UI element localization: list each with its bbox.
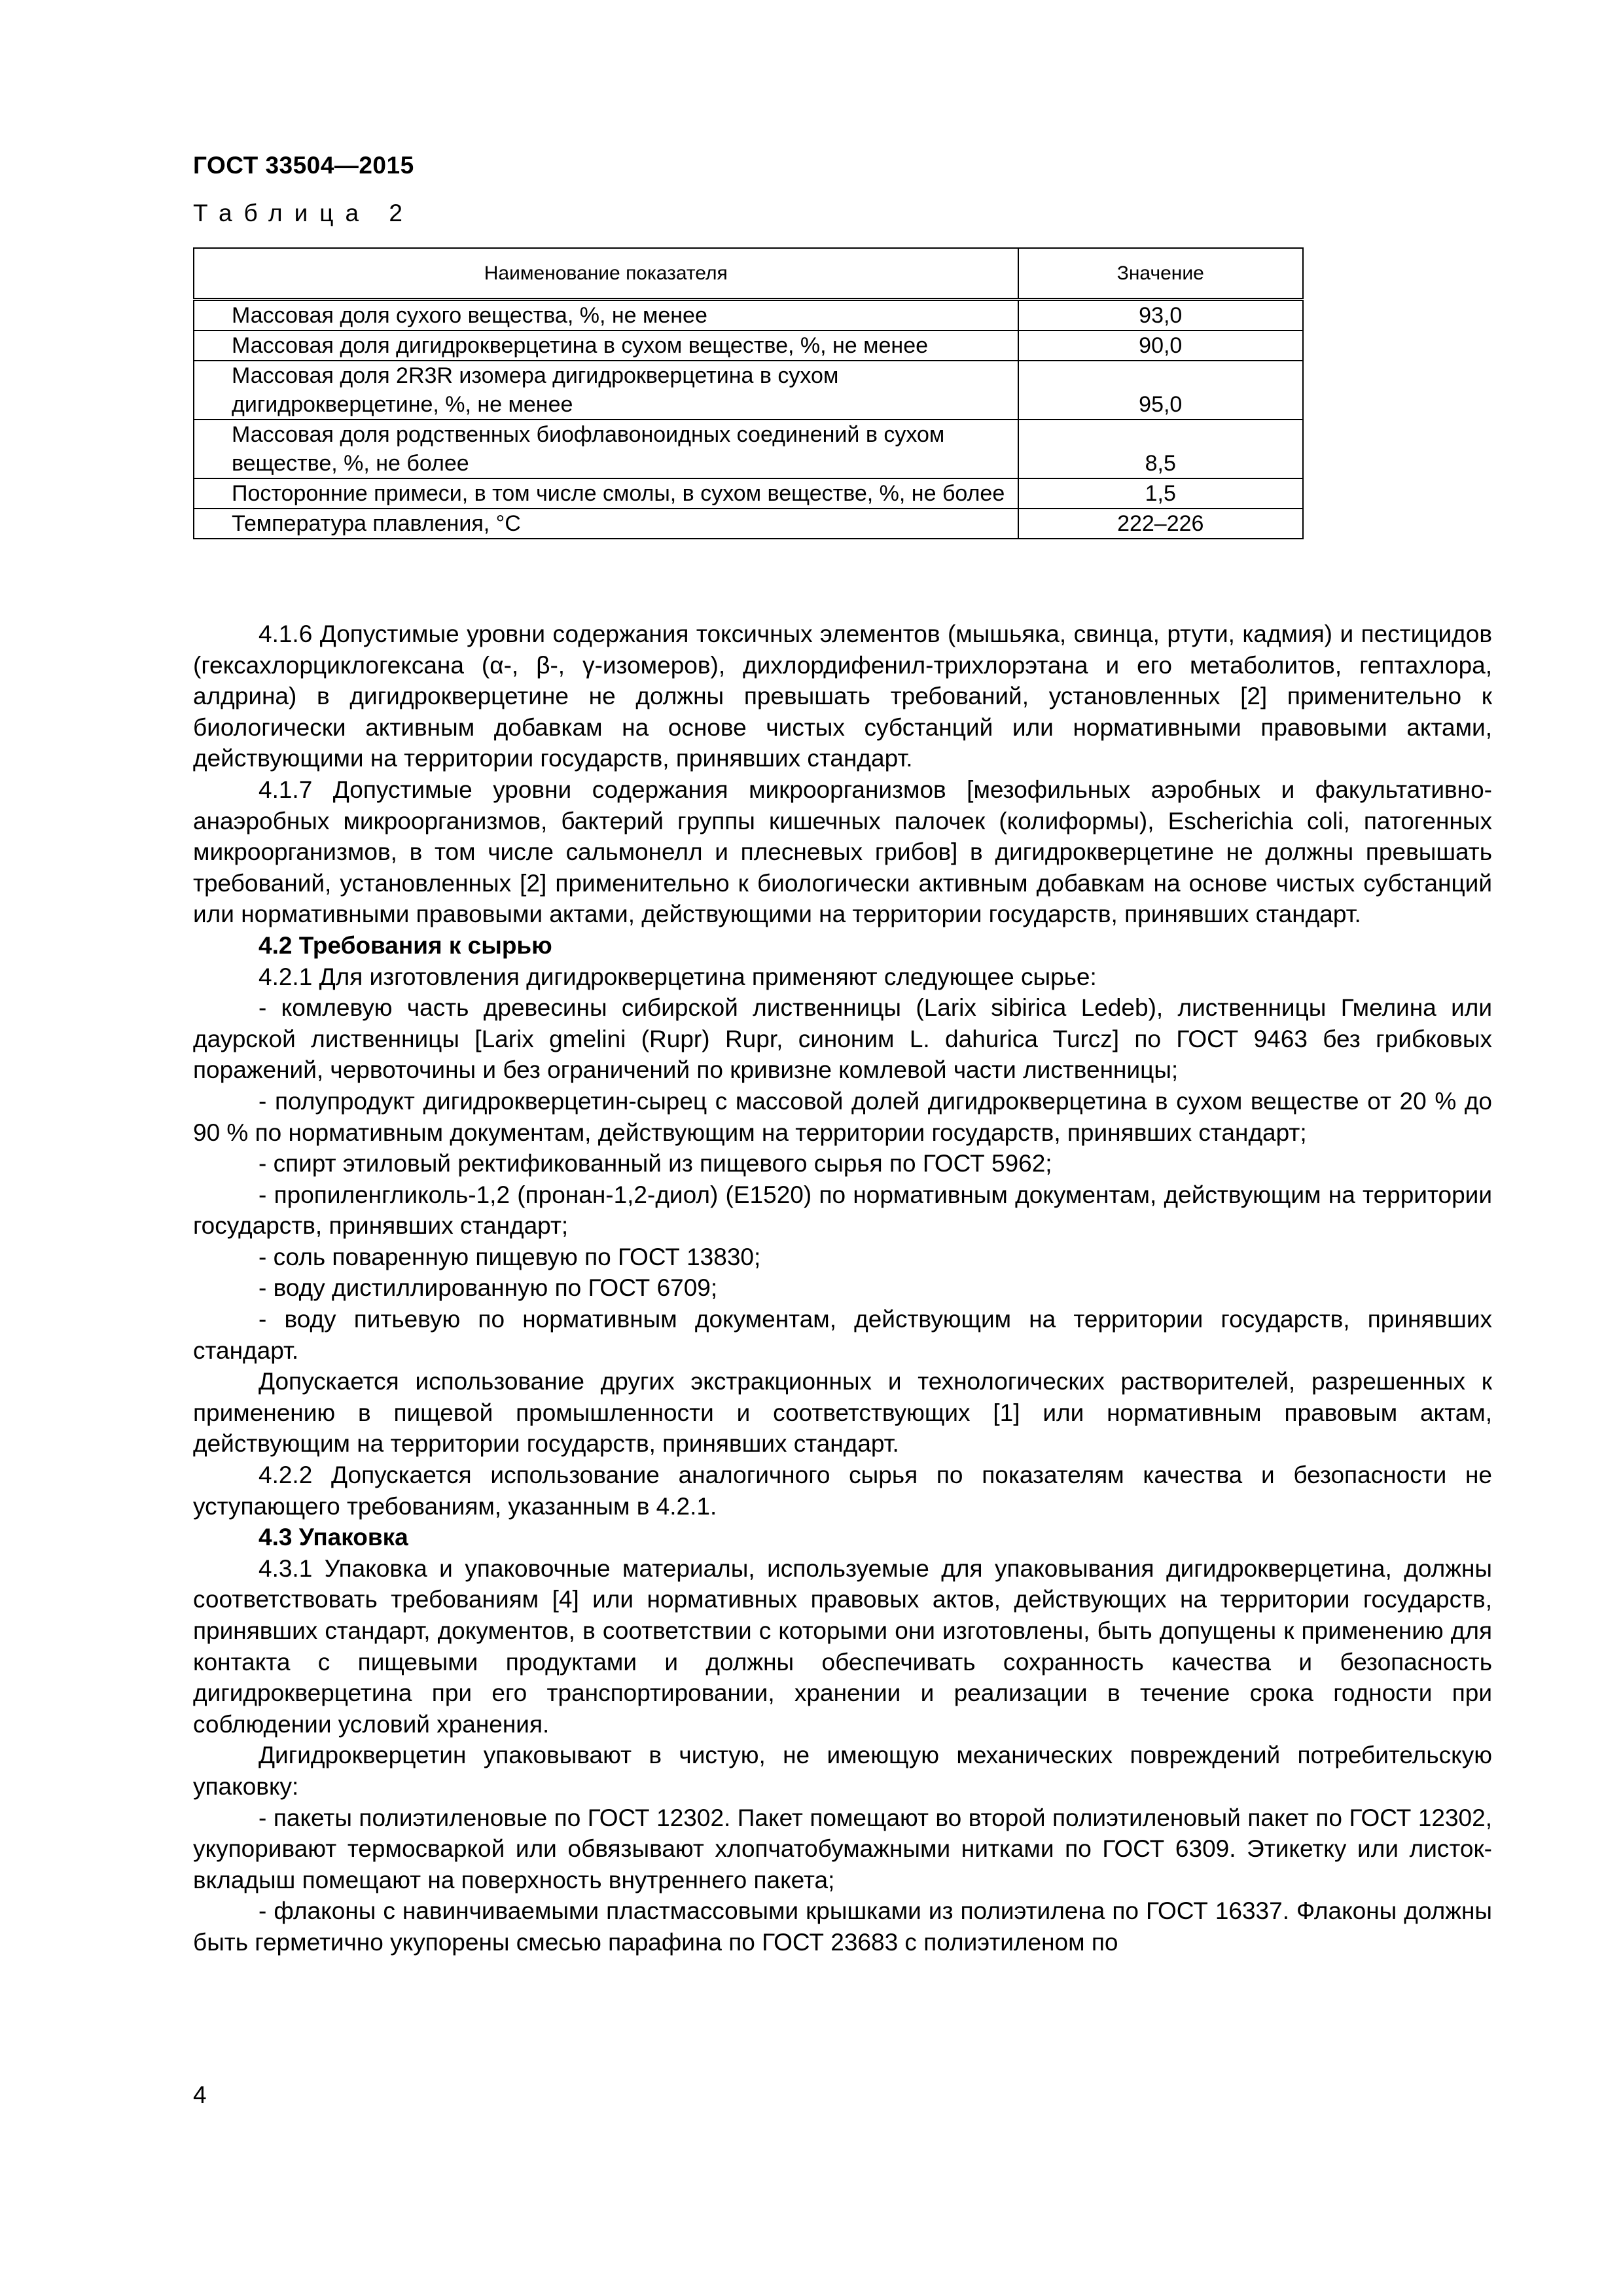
indicator-name: Массовая доля сухого вещества, %, не менее bbox=[194, 300, 1018, 331]
list-item: - пропиленгликоль-1,2 (пронан-1,2-диол) (Е1520) по нормативным документам, действующим на территории государств, принявших стандарт; bbox=[193, 1181, 1492, 1240]
column-header-value: Значение bbox=[1018, 248, 1303, 300]
table-row bbox=[194, 300, 1303, 331]
indicator-value: 95,0 bbox=[1018, 361, 1303, 420]
section-heading-4-3: 4.3 Упаковка bbox=[259, 1524, 408, 1551]
table-header-row bbox=[194, 248, 1303, 300]
table-row bbox=[194, 420, 1303, 478]
list-item: - флаконы с навинчиваемыми пластмассовыми крышками из полиэтилена по ГОСТ 16337. Флаконы должны быть герметично укупорены смесью парафина по ГОСТ 23683 с полиэтиленом по bbox=[193, 1897, 1492, 1956]
indicator-name: Посторонние примеси, в том числе смолы, в сухом веществе, %, не более bbox=[194, 478, 1018, 509]
indicator-name: Массовая доля родственных биофлавоноидных соединений в сухом веществе, %, не более bbox=[194, 420, 1018, 478]
list-item: - спирт этиловый ректификованный из пищевого сырья по ГОСТ 5962; bbox=[259, 1150, 1052, 1177]
indicator-value: 222–226 bbox=[1018, 509, 1303, 539]
indicator-value: 1,5 bbox=[1018, 478, 1303, 509]
table-row bbox=[194, 361, 1303, 420]
list-item: - соль поваренную пищевую по ГОСТ 13830; bbox=[259, 1243, 761, 1270]
paragraph-packing: Дигидрокверцетин упаковывают в чистую, не имеющую механических повреждений потребительскую упаковку: bbox=[193, 1742, 1492, 1800]
list-item: - пакеты полиэтиленовые по ГОСТ 12302. Пакет помещают во второй полиэтиленовый пакет по ГОСТ 12302, укупоривают термосваркой или обвязывают хлопчатобумажными нитками по ГОСТ 6309. Этикетку или листок-вкладыш помещают на поверхность внутреннего пакета; bbox=[193, 1804, 1492, 1893]
list-item: - полупродукт дигидрокверцетин-сырец с массовой долей дигидрокверцетина в сухом веществе от 20 % до 90 % по нормативным документам, действующим на территории государств, принявших стандарт; bbox=[193, 1087, 1492, 1146]
list-item: - воду дистиллированную по ГОСТ 6709; bbox=[259, 1274, 718, 1302]
indicator-name: Массовая доля дигидрокверцетина в сухом веществе, %, не менее bbox=[194, 331, 1018, 361]
column-header-indicator: Наименование показателя bbox=[194, 248, 1018, 300]
indicator-value: 8,5 bbox=[1018, 420, 1303, 478]
paragraph-allowed-solvents: Допускается использование других экстракционных и технологических растворителей, разрешенных к применению в пищевой промышленности и соответствующих [1] или нормативным правовым актам, действующим на территории государств, принявших стандарт. bbox=[193, 1368, 1492, 1458]
table-row bbox=[194, 331, 1303, 361]
indicator-value: 93,0 bbox=[1018, 300, 1303, 331]
paragraph-4-2-2: 4.2.2 Допускается использование аналогичного сырья по показателям качества и безопасности не уступающего требованиям, указанным в 4.2.1. bbox=[193, 1462, 1492, 1520]
body-text bbox=[193, 619, 1492, 1958]
indicator-name: Массовая доля 2R3R изомера дигидрокверцетина в сухом дигидрокверцетине, %, не менее bbox=[194, 361, 1018, 420]
section-heading-4-2: 4.2 Требования к сырью bbox=[259, 931, 552, 959]
table-row bbox=[194, 478, 1303, 509]
table-row bbox=[194, 509, 1303, 539]
indicator-name: Температура плавления, °С bbox=[194, 509, 1018, 539]
indicators-table bbox=[193, 247, 1304, 539]
document-header: ГОСТ 33504—2015 bbox=[193, 152, 414, 179]
page-number: 4 bbox=[193, 2081, 207, 2108]
table-caption: Таблица 2 bbox=[193, 200, 414, 226]
indicators-table-container bbox=[193, 247, 1304, 539]
paragraph-4-1-7: 4.1.7 Допустимые уровни содержания микроорганизмов [мезофильных аэробных и факультативно-анаэробных микроорганизмов, бактерий группы кишечных палочек (колиформы), Escherichia coli, патогенных микроорганизмов, в том числе сальмонелл и плесневых грибов] в дигидрокверцетине не должны превышать требований, установленных [2] применительно к биологически активным добавкам на основе чистых субстанций или нормативными правовыми актами, действующими на территории государств, принявших стандарт. bbox=[193, 776, 1492, 928]
paragraph-4-3-1: 4.3.1 Упаковка и упаковочные материалы, используемые для упаковывания дигидрокверцетина, должны соответствовать требованиям [4] или нормативных правовых актов, действующих на территории государств, принявших стандарт, документов, в соответствии с которыми они изготовлены, быть допущены к применению для контакта с пищевыми продуктами и должны обеспечивать сохранность качества и безопасность дигидрокверцетина при его транспортировании, хранении и реализации в течение срока годности при соблюдении условий хранения. bbox=[193, 1554, 1492, 1738]
paragraph-4-2-1: 4.2.1 Для изготовления дигидрокверцетина применяют следующее сырье: bbox=[259, 963, 1097, 990]
list-item: - комлевую часть древесины сибирской лиственницы (Larix sibirica Ledeb), лиственницы Гмелина или даурской лиственницы [Larix gmelini (Rupr) Rupr, синоним L. dahurica Turcz] по ГОСТ 9463 без грибковых поражений, червоточины и без ограничений по кривизне комлевой части лиственницы; bbox=[193, 994, 1492, 1084]
indicator-value: 90,0 bbox=[1018, 331, 1303, 361]
paragraph-4-1-6: 4.1.6 Допустимые уровни содержания токсичных элементов (мышьяка, свинца, ртути, кадмия) и пестицидов (гексахлорциклогексана (α-, β-, γ-изомеров), дихлордифенил-трихлорэтана и его метаболитов, гептахлора, алдрина) в дигидрокверцетине не должны превышать требований, установленных [2] применительно к биологически активным добавкам на основе чистых субстанций или нормативными правовыми актами, действующими на территории государств, принявших стандарт. bbox=[193, 620, 1492, 772]
list-item: - воду питьевую по нормативным документам, действующим на территории государств, принявших стандарт. bbox=[193, 1306, 1492, 1364]
